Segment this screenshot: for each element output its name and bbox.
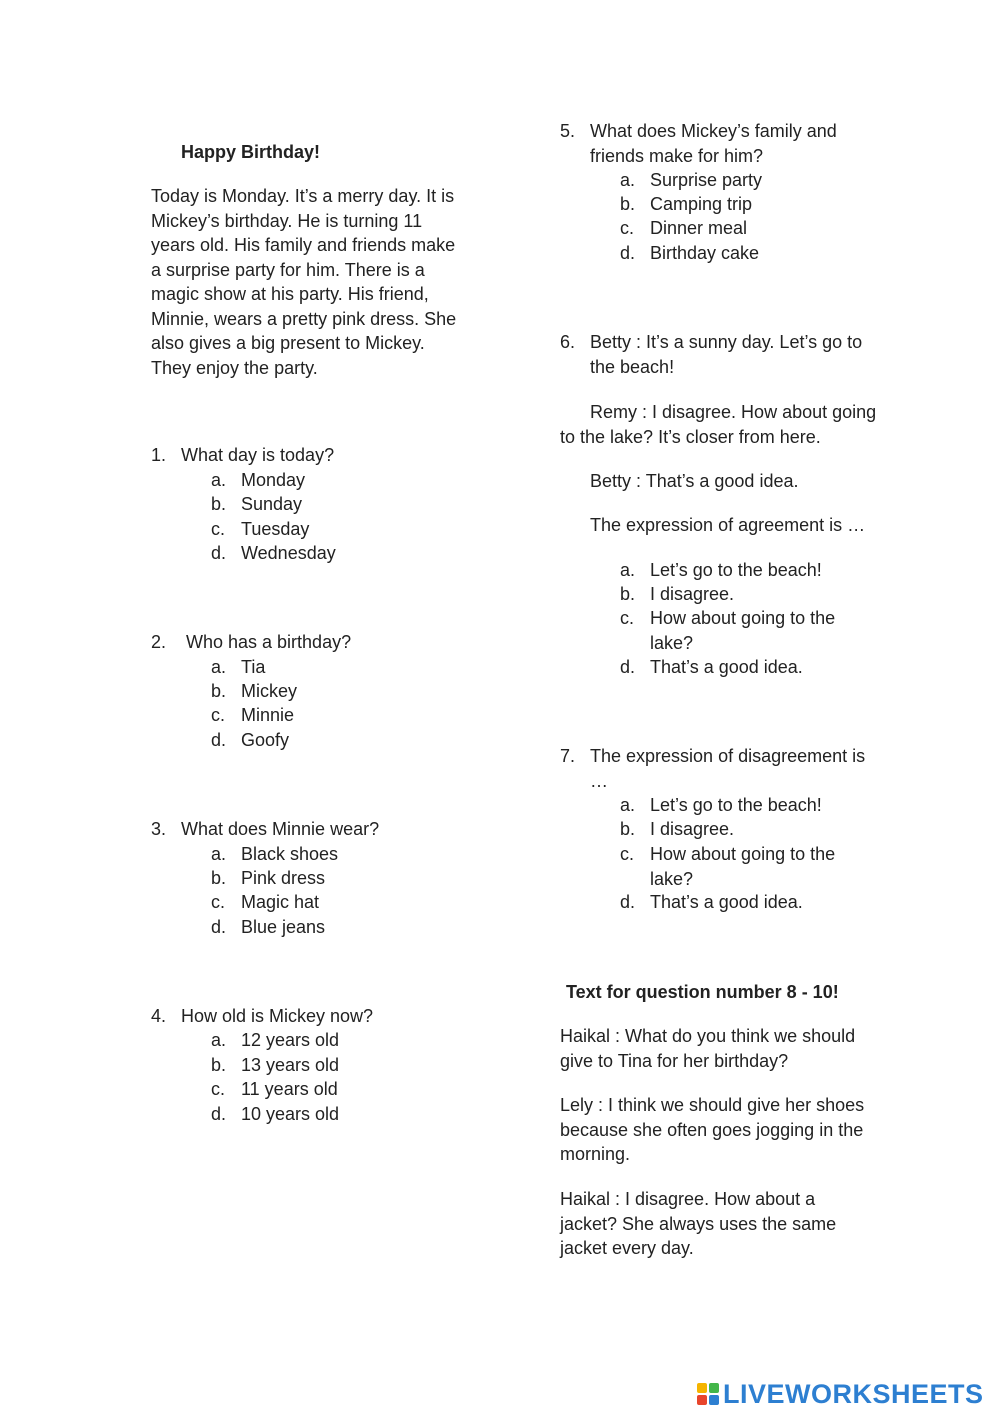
- option-letter: b.: [211, 1055, 227, 1075]
- question-text: Betty : It’s a sunny day. Let’s go to the beach!: [590, 332, 863, 377]
- option-letter: c.: [211, 519, 226, 539]
- option-letter: a.: [211, 657, 227, 677]
- option-text: How about going to the lake?: [650, 608, 836, 653]
- logo-blocks-icon: [697, 1383, 719, 1405]
- option-letter: b.: [211, 494, 227, 514]
- option-text: Mickey: [241, 681, 298, 701]
- option-letter: d.: [211, 543, 227, 563]
- option-letter: a.: [211, 1030, 227, 1050]
- question-text: What day is today?: [181, 445, 335, 465]
- option-text: Monday: [241, 470, 306, 490]
- dialog-line: Lely : I think we should give her shoes because she often goes jogging in the morning.: [560, 1095, 865, 1164]
- option-letter: b.: [211, 868, 227, 888]
- option-text: Let’s go to the beach!: [650, 795, 822, 815]
- question-number: 1.: [151, 445, 167, 465]
- option-text: Wednesday: [241, 543, 336, 563]
- brand-name: LIVEWORKSHEETS: [723, 1378, 984, 1409]
- question-text: Who has a birthday?: [186, 632, 352, 652]
- option-text: 12 years old: [241, 1030, 340, 1050]
- question-text: How old is Mickey now?: [181, 1006, 374, 1026]
- option-text: Magic hat: [241, 892, 320, 912]
- option-text: Birthday cake: [650, 243, 760, 263]
- option-text: That’s a good idea.: [650, 657, 803, 677]
- dialog-line: Haikal : What do you think we should give to Tina for her birthday?: [560, 1026, 856, 1071]
- question-text: What does Minnie wear?: [181, 819, 380, 839]
- dialog-line: Betty : That’s a good idea.: [590, 471, 799, 491]
- story-title: Happy Birthday!: [181, 142, 321, 162]
- option-letter: d.: [620, 657, 636, 677]
- option-text: Dinner meal: [650, 218, 748, 238]
- option-text: That’s a good idea.: [650, 892, 803, 912]
- dialog-line: Remy : I disagree. How about going to the lake? It’s closer from here.: [560, 402, 877, 447]
- option-text: 11 years old: [241, 1079, 338, 1099]
- dialog-line: Haikal : I disagree. How about a jacket? She always uses the same jacket every day.: [560, 1189, 837, 1258]
- option-text: Tuesday: [241, 519, 310, 539]
- option-letter: d.: [211, 730, 227, 750]
- question-text: What does Mickey’s family and friends make for him?: [590, 121, 837, 166]
- option-letter: b.: [620, 194, 636, 214]
- option-text: Black shoes: [241, 844, 339, 864]
- question-number: 7.: [560, 746, 576, 766]
- option-letter: b.: [211, 681, 227, 701]
- option-letter: b.: [620, 584, 636, 604]
- question-text: The expression of disagreement is …: [590, 746, 866, 791]
- option-text: 10 years old: [241, 1104, 340, 1124]
- option-letter: b.: [620, 819, 636, 839]
- option-text: Tia: [241, 657, 266, 677]
- option-letter: d.: [211, 917, 227, 937]
- option-text: Sunday: [241, 494, 303, 514]
- question-number: 3.: [151, 819, 167, 839]
- option-text: Let’s go to the beach!: [650, 560, 822, 580]
- section-title: Text for question number 8 - 10!: [566, 982, 839, 1002]
- option-text: Blue jeans: [241, 917, 326, 937]
- option-text: Minnie: [241, 705, 295, 725]
- question-number: 6.: [560, 332, 576, 352]
- option-text: Surprise party: [650, 170, 763, 190]
- option-letter: a.: [211, 470, 227, 490]
- option-letter: d.: [211, 1104, 227, 1124]
- story-text: Today is Monday. It’s a merry day. It is Mickey’s birthday. He is turning 11 years old. His family and friends make a surprise party for him. There is a magic show at his party. His friend, Minnie, wears a pretty pink dress. She also gives a big present to Mickey. They enjoy the party.: [151, 186, 457, 378]
- option-text: I disagree.: [650, 819, 735, 839]
- option-letter: c.: [620, 608, 635, 628]
- question-number: 5.: [560, 121, 576, 141]
- option-text: Pink dress: [241, 868, 326, 888]
- option-text: Goofy: [241, 730, 290, 750]
- option-letter: c.: [211, 1079, 226, 1099]
- question-prompt: The expression of agreement is …: [590, 515, 866, 535]
- liveworksheets-logo: [697, 1378, 984, 1410]
- option-letter: a.: [620, 795, 636, 815]
- option-text: 13 years old: [241, 1055, 340, 1075]
- option-letter: a.: [211, 844, 227, 864]
- option-letter: c.: [620, 218, 635, 238]
- option-letter: a.: [620, 560, 636, 580]
- option-letter: d.: [620, 243, 636, 263]
- option-letter: a.: [620, 170, 636, 190]
- option-text: How about going to the lake?: [650, 844, 836, 889]
- question-number: 2.: [151, 632, 167, 652]
- option-letter: c.: [211, 892, 226, 912]
- option-letter: c.: [620, 844, 635, 864]
- option-letter: d.: [620, 892, 636, 912]
- option-text: I disagree.: [650, 584, 735, 604]
- question-number: 4.: [151, 1006, 167, 1026]
- option-text: Camping trip: [650, 194, 753, 214]
- option-letter: c.: [211, 705, 226, 725]
